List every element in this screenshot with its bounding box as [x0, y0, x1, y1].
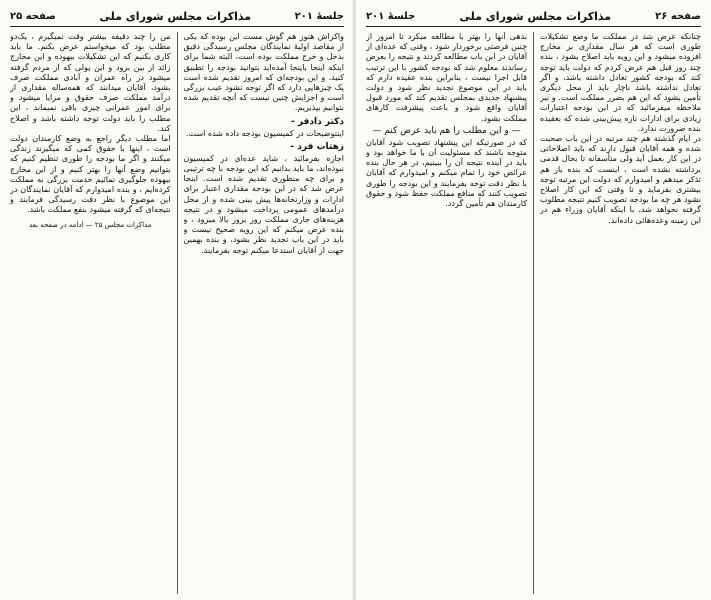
left-page: [0, 0, 354, 600]
right-page-number: صفحه ۲۶: [655, 10, 701, 22]
paragraph: اما مطلب دیگر راجع به وضع کارمندان دولت است ، اینها با حقوق کمی که میگیرند زندگی میکنند و اگر ما بودجه را طوری تنظیم کنیم که بتوانیم وضع آنها را بهتر کنیم و از این مخارج بیهوده جلوگیری نمائیم خدمت بزرگی به مملکت کرده‌ایم ، و بنده امیدوارم که آقایان نمایندگان در این موضوع با نظر دقت رسیدگی فرمایند و نتیجه‌ای که گرفته میشود بنفع مملکت باشد.: [10, 134, 171, 215]
paragraph: اینتوضیحات در کمیسیون بودجه داده شده است.: [186, 128, 344, 138]
column-divider: [177, 32, 178, 594]
speaker-heading: زهتاب فرد -: [290, 141, 344, 152]
right-page: [356, 0, 711, 600]
left-page-number: صفحه ۲۵: [10, 10, 56, 22]
left-page-title: مذاکرات مجلس شورای ملی: [99, 9, 252, 23]
column-divider: [533, 32, 534, 594]
left-page-session: جلسهٔ ۲۰۱: [294, 10, 344, 22]
right-page-left-column: [366, 32, 527, 594]
speaker-heading: دکتر دادفر -: [291, 116, 344, 127]
left-page-left-column: [10, 32, 171, 594]
right-page-right-column: [540, 32, 701, 594]
right-page-columns: [366, 32, 701, 594]
paragraph: مذاکرات مجلس ۲۵ — ادامه در صفحه بعد: [29, 220, 152, 229]
paragraph: چنانکه عرض شد در مملکت ما وضع تشکیلات طوری است که هر سال مقداری بر مخارج افزوده میشود و این رویه باید اصلاح بشود ، بنده چند روز قبل هم عرض کردم که دولت باید توجه کند که بودجه کشور تعادل داشته باشد، و اگر تعادل نداشته باشد ناچار باید از محل دیگری تأمین بشود که این هم بضرر مملکت است. و نیز ملاحظه میفرمائید که در این بودجه اعتبارات زیادی برای ادارات تازه پیش‌بینی شده که بعقیده بنده ضرورت ندارد.: [540, 32, 701, 133]
paragraph: من را چند دقیقه بیشتر وقت نمیگیرم ، یک‌دو مطلب بود که میخواستم عرض بکنم. ما باید کاری بکنیم که این تشکیلات بیهوده و این مخارج زائد از بین برود و این پولی که از مردم گرفته میشود در راه عمران و آبادی مملکت صرف بشود، آقایان میدانند که همه‌ساله مقداری از درآمد مملکت صرف حقوق و مزایا میشود و برای امور عمرانی چیزی باقی نمیماند ، این مطلب را باید دولت توجه داشته باشد و اصلاح کند.: [10, 32, 171, 133]
paragraph: واکراش هنوز هم گوش مست این بوده که یکی از مقاصد اولیهٔ نمایندگان مجلس رسیدگی دقیق بدخل و خرج مملکت بوده است، البته شما برای اینکه اینجا بایتجا آمده‌اید بتوانید بودجه را تطبیق کنید، و این بودجه‌ای که امروز تقدیم شده است یک چیزهایی دارد که اگر توجه نشود عیب بزرگی است و اجزایش چنین نیست که آنچه تقدیم شده بتوانیم بپذیریم.: [183, 32, 344, 113]
paragraph: اجازه بفرمائید ، شاید عده‌ای در کمیسیون نبوده‌اند، ما باید بدانیم که این بودجه با چه ترتیبی و برای چه منظوری تقدیم شده است. اینجا عرض شد که در این بودجه مقداری اعتبار برای ادارات و وزارتخانه‌ها پیش بینی شده و از محل درآمدهای عمومی پرداخت میشود و در نتیجه هزینه‌های جاری مملکت روز بروز بالا میرود ، و بنده عرض میکنم که این رویه صحیح نیست و باید در این باب تجدید نظر بشود، و بنده بهمین جهت از آقایان استدعا میکنم توجه بفرمایند.: [183, 153, 344, 255]
left-page-right-column: [184, 32, 345, 594]
left-page-header: [10, 6, 344, 27]
right-page-session: جلسهٔ ۲۰۱: [366, 10, 416, 22]
left-page-columns: [10, 32, 344, 594]
paragraph: که در صورتیکه این پیشنهاد تصویب شود آقایان متوجه باشند که مسئولیت آن با ما خواهد بود و باید در آینده نتیجه آن را ببینیم، در هر حال بنده عرائض خود را تمام میکنم و امیدوارم که آقایان با نظر دقت توجه بفرمایند و این بودجه را طوری تصویب کنند که منافع مملکت حفظ شود و حقوق کارمندان هم تأمین گردد.: [366, 137, 527, 209]
section-ornament: — و این مطلب را هم باید عرض کنم —: [372, 125, 521, 136]
paragraph: بدهی آنها را بهتر با مطالعه میکرد تا امروز از چنین فرصتی برخوردار شود ، وقتی که عده‌ای از آقایان در این باب مطالعه کردند و نتیجه را بعرض رساندند معلوم شد که بودجه کشور با این ترتیب قابل اجرا نیست ، بنابراین بنده عقیده دارم که باید در این موضوع تجدید نظر شود و دولت پیشنهاد جدیدی بمجلس تقدیم کند که مورد قبول آقایان واقع شود و باعث پیشرفت کارهای مملکت بشود.: [366, 32, 527, 123]
paragraph: در ایام گذشته هم چند مرتبه در این باب صحبت شده و همه آقایان قبول دارند که باید اصلاحاتی در این کار بعمل آید ولی متأسفانه تا بحال قدمی برداشته نشده است ، اینست که بنده باز هم تذکر میدهم و امیدوارم که دولت این مرتبه توجه بیشتری بفرماید و تا وقتی که این کار اصلاح نشود هر چه ما بودجه تصویب کنیم نتیجه مطلوب گرفته نخواهد شد، با اینکه آقایان وزراء هم در این زمینه وعده‌هائی داده‌اند.: [540, 134, 701, 225]
right-page-title: مذاکرات مجلس شورای ملی: [459, 9, 612, 23]
right-page-header: [366, 6, 701, 27]
